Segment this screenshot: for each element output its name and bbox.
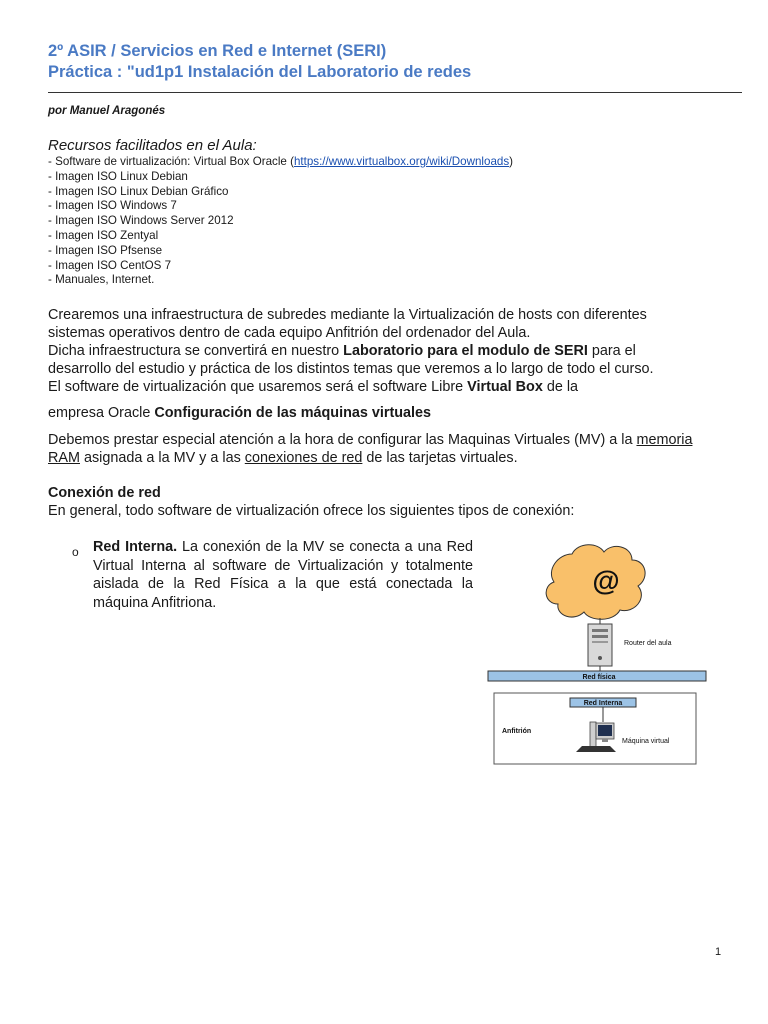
router-server-icon — [588, 624, 612, 666]
internal-network-label: Red Interna — [583, 700, 623, 707]
intro-sentence-3a: El software de virtualización que usaremos será el software Libre — [48, 379, 468, 395]
connection-description: En general, todo software de virtualización ofrece los siguientes tipos de conexión: — [48, 503, 575, 519]
title-line-2: Práctica : "ud1p1 Instalación del Laboratorio de redes — [48, 63, 472, 81]
network-underlined: conexiones de red — [244, 450, 363, 466]
lab-emphasis: Laboratorio para el modulo de SERI — [343, 343, 588, 359]
physical-network-label: Red física — [582, 674, 616, 681]
resource-item: - Imagen ISO CentOS 7 — [48, 258, 172, 272]
intro-sentence-2c: para el desarrollo del estudio y práctica de los distintos temas que veremos a lo largo de todo el curso. — [48, 343, 654, 377]
resource-item: - Imagen ISO Windows Server 2012 — [48, 214, 234, 228]
internal-network-title: Red Interna. — [93, 539, 178, 555]
resource-item: - Imagen ISO Zentyal — [48, 228, 159, 242]
oracle-paragraph — [48, 404, 698, 422]
internal-network-bullet — [93, 538, 473, 612]
intro-sentence-1: Crearemos una infraestructura de subredes mediante la Virtualización de hosts con diferentes sistemas operativos dentro de cada equipo Anfitrión del ordenador del Aula. — [48, 307, 647, 341]
resource-item: - Imagen ISO Windows 7 — [48, 199, 177, 213]
host-label: Anfitrión — [502, 728, 532, 735]
title-line-1: 2º ASIR / Servicios en Red e Internet (SERI) — [48, 42, 387, 60]
intro-paragraph — [48, 306, 698, 396]
header-divider — [48, 92, 742, 93]
attention-text-a: Debemos prestar especial atención a la hora de configurar las Maquinas Virtuales (MV) a la — [48, 432, 637, 448]
connection-heading: Conexión de red — [48, 485, 161, 501]
bullet-marker: o — [72, 545, 79, 559]
internet-cloud-icon — [546, 545, 645, 620]
page-number: 1 — [715, 946, 722, 958]
resources-list — [48, 155, 513, 288]
attention-text-e: de las tarjetas virtuales. — [362, 450, 518, 466]
oracle-text: empresa Oracle — [48, 405, 155, 421]
resource-item: - Imagen ISO Linux Debian Gráfico — [48, 184, 229, 198]
attention-paragraph — [48, 431, 698, 467]
virtualbox-download-link[interactable]: https://www.virtualbox.org/wiki/Downloads — [293, 155, 510, 168]
vm-config-heading: Configuración de las máquinas virtuales — [154, 405, 432, 421]
cloud-at-symbol: @ — [592, 565, 620, 596]
resource-item — [48, 155, 513, 170]
author-line: por Manuel Aragonés — [48, 105, 166, 117]
resource-item-text: - Software de virtualización: Virtual Box Oracle ( — [48, 155, 294, 168]
resource-item: - Imagen ISO Linux Debian — [48, 169, 188, 183]
resources-heading: Recursos facilitados en el Aula: — [48, 137, 257, 154]
virtualbox-emphasis: Virtual Box — [467, 379, 543, 395]
internal-network-diagram — [486, 538, 710, 770]
resource-item-end: ) — [509, 155, 514, 168]
internal-network-description: La conexión de la MV se conecta a una Red Virtual Interna al software de Virtualización y totalmente aislada de la Red Física a la que está conectada la máquina Anfitriona. — [93, 539, 473, 611]
intro-sentence-2a: Dicha infraestructura se convertirá en nuestro — [48, 343, 344, 359]
router-label: Router del aula — [624, 640, 672, 647]
resource-item: - Imagen ISO Pfsense — [48, 243, 163, 257]
document-title — [48, 41, 471, 83]
ram-underlined: memoria RAM — [48, 432, 693, 466]
attention-text-c: asignada a la MV y a las — [79, 450, 245, 466]
resource-item: - Manuales, Internet. — [48, 273, 155, 287]
vm-label: Máquina virtual — [622, 738, 670, 745]
intro-sentence-3c: de la — [542, 379, 579, 395]
